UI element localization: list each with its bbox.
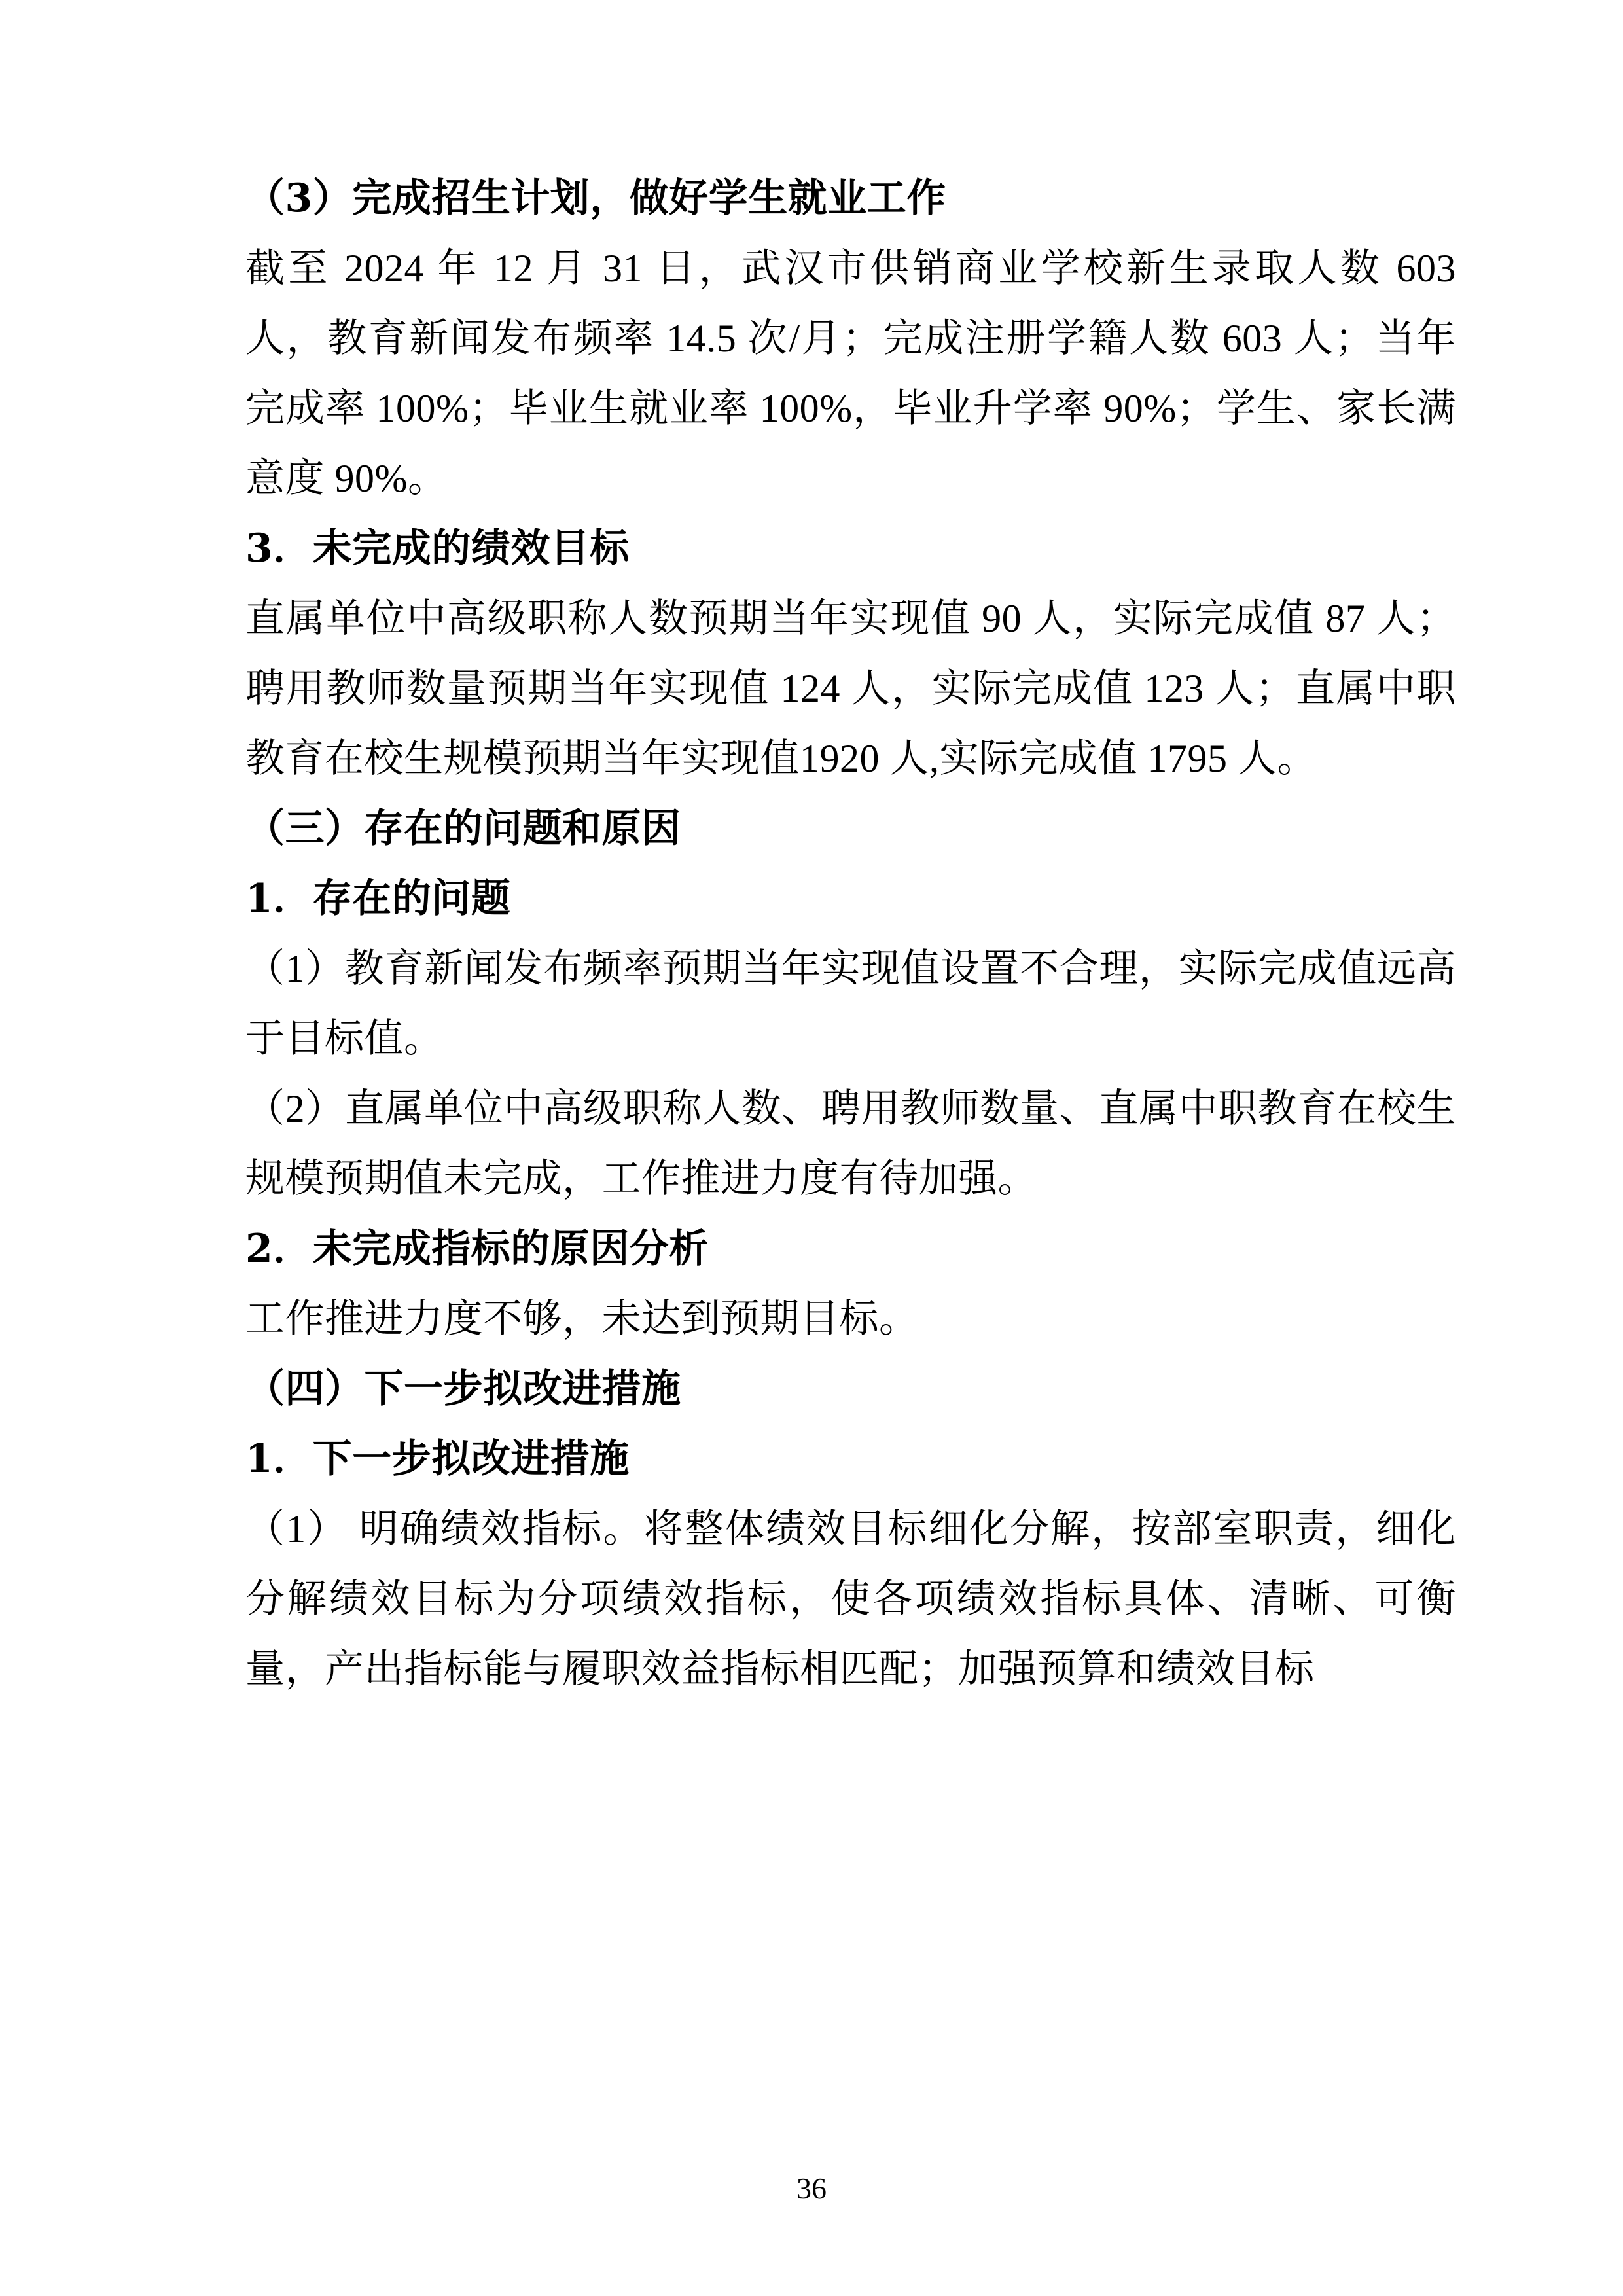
document-body	[167, 164, 1456, 1704]
page-number: 36	[796, 2172, 827, 2205]
paragraph-heading-next-steps: （四）下一步拟改进措施	[245, 1366, 681, 1412]
paragraph-problem-two: （2）直属单位中高级职称人数、聘用教师数量、直属中职教育在校生规模预期值未完成，工作推进力度有待加强。	[245, 1087, 1456, 1200]
paragraph-problem-one: （1）教育新闻发布频率预期当年实现值设置不合理，实际完成值远高于目标值。	[245, 947, 1456, 1060]
paragraph-unfinished-goal-details: 直属单位中高级职称人数预期当年实现值 90 人，实际完成值 87 人；聘用教师数量预期当年实现值 124 人，实际完成值 123 人；直属中职教育在校生规模预期当年实现值1920 人,实际完成值 1795 人。	[245, 597, 1456, 780]
paragraph-heading-next-steps-measures: 1．下一步拟改进措施	[245, 1436, 630, 1482]
paragraph-enrollment-stats: 截至 2024 年 12 月 31 日，武汉市供销商业学校新生录取人数 603 人，教育新闻发布频率 14.5 次/月；完成注册学籍人数 603 人；当年完成率 100%；毕业生就业率 100%，毕业升学率 90%；学生、家长满意度 90%。	[245, 247, 1456, 500]
paragraph-heading-existing-problems: 1．存在的问题	[245, 876, 511, 922]
paragraph-heading-problems-causes: （三）存在的问题和原因	[245, 806, 681, 852]
paragraph-heading-cause-analysis: 2．未完成指标的原因分析	[245, 1226, 709, 1272]
paragraph-measure-one: （1） 明确绩效指标。将整体绩效目标细化分解，按部室职责，细化分解绩效目标为分项绩效指标，使各项绩效指标具体、清晰、可衡量，产出指标能与履职效益指标相匹配；加强预算和绩效目标	[245, 1507, 1456, 1691]
paragraph-heading-unfinished-goals: 3．未完成的绩效目标	[245, 526, 630, 571]
paragraph-cause-analysis-text: 工作推进力度不够，未达到预期目标。	[245, 1297, 919, 1340]
paragraph-heading-3-completion-plan: （3）完成招生计划，做好学生就业工作	[245, 175, 946, 221]
